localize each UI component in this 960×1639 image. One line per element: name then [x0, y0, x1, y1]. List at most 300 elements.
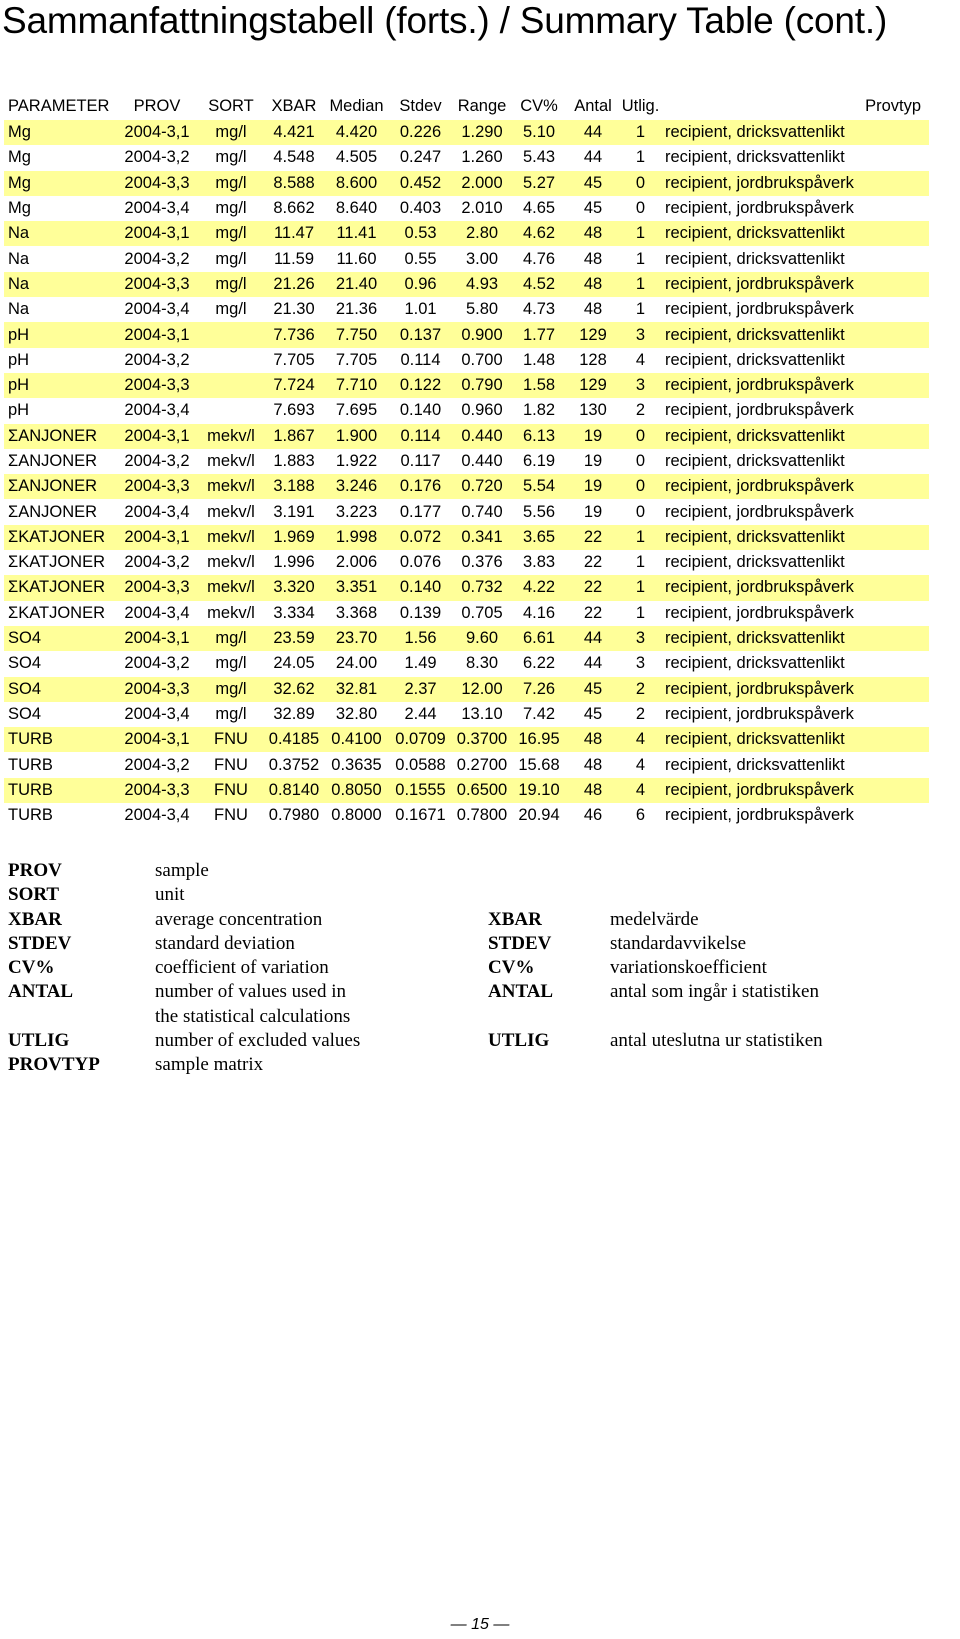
cell-sort: mekv/l — [207, 502, 255, 521]
cell-parameter: Na — [8, 249, 30, 268]
cell-provtyp: recipient, dricksvattenlikt — [661, 221, 929, 246]
cell-range: 0.440 — [461, 452, 503, 470]
table-row — [4, 246, 929, 271]
cell-sort — [198, 322, 264, 347]
table-row — [4, 424, 929, 449]
cell-provtyp: recipient, dricksvattenlikt — [665, 654, 845, 673]
cell-stdev: 0.53 — [389, 221, 452, 246]
cell-cv: 5.56 — [522, 502, 556, 521]
cell-prov: 2004-3,3 — [116, 575, 198, 600]
cell-prov: 2004-3,4 — [124, 806, 190, 825]
cell-stdev: 0.55 — [404, 249, 437, 268]
cell-parameter: TURB — [4, 727, 116, 752]
cell-antal: 45 — [566, 677, 620, 702]
cell-xbar: 24.05 — [273, 654, 315, 673]
cell-provtyp: recipient, dricksvattenlikt — [665, 148, 845, 167]
cell-parameter: Mg — [8, 148, 31, 167]
cell-stdev: 0.137 — [389, 322, 452, 347]
cell-xbar: 0.7980 — [268, 806, 320, 825]
table-row — [4, 297, 929, 322]
cell-sort: mg/l — [215, 654, 247, 673]
cell-xbar: 1.883 — [273, 452, 315, 470]
cell-median: 3.368 — [335, 603, 378, 622]
cell-parameter: TURB — [8, 755, 53, 774]
cell-utlig: 1 — [620, 272, 661, 297]
cell-cv: 4.52 — [512, 272, 566, 297]
cell-median: 7.705 — [335, 350, 378, 369]
table-row — [4, 727, 929, 752]
cell-antal: 45 — [566, 171, 620, 196]
cell-utlig: 2 — [620, 677, 661, 702]
legend-definition-en: the statistical calculations — [155, 1005, 351, 1027]
legend-definition-en: number of values used in — [155, 981, 347, 1003]
cell-stdev: 0.076 — [399, 553, 442, 572]
header-prov: PROV — [133, 97, 181, 115]
cell-utlig: 0 — [635, 502, 646, 521]
table-row — [4, 474, 929, 499]
cell-xbar: 11.59 — [273, 249, 315, 268]
cell-cv: 7.42 — [522, 704, 556, 723]
cell-antal: 46 — [583, 806, 603, 825]
cell-range: 0.7800 — [456, 806, 508, 825]
cell-xbar: 23.59 — [264, 626, 324, 651]
cell-antal: 22 — [566, 525, 620, 550]
cell-cv: 7.26 — [512, 677, 566, 702]
cell-xbar: 7.736 — [264, 322, 324, 347]
cell-provtyp: recipient, dricksvattenlikt — [661, 322, 929, 347]
cell-prov: 2004-3,3 — [116, 272, 198, 297]
cell-parameter: Na — [4, 221, 116, 246]
cell-sort: mekv/l — [198, 474, 264, 499]
cell-utlig: 0 — [635, 452, 646, 470]
table-row — [4, 398, 929, 423]
cell-prov: 2004-3,3 — [116, 474, 198, 499]
cell-median: 11.41 — [324, 221, 389, 246]
cell-parameter: ΣKATJONER — [4, 575, 116, 600]
cell-sort: mg/l — [198, 272, 264, 297]
cell-utlig: 1 — [635, 553, 646, 572]
table-row — [4, 499, 929, 524]
cell-utlig: 3 — [620, 322, 661, 347]
legend-definition-sv: variationskoefficient — [610, 957, 767, 979]
cell-utlig: 1 — [620, 221, 661, 246]
cell-provtyp: recipient, dricksvattenlikt — [661, 424, 929, 449]
legend-term-sv: ANTAL — [488, 981, 554, 1003]
cell-antal: 45 — [583, 199, 603, 218]
cell-antal: 44 — [566, 120, 620, 145]
cell-xbar: 32.62 — [264, 677, 324, 702]
cell-utlig: 1 — [620, 575, 661, 600]
cell-prov: 2004-3,1 — [116, 525, 198, 550]
cell-provtyp: recipient, jordbrukspåverk — [665, 502, 854, 521]
header-provtyp: Provtyp — [865, 97, 921, 115]
cell-utlig: 1 — [620, 525, 661, 550]
table-row — [4, 449, 929, 474]
cell-stdev: 0.117 — [400, 452, 441, 470]
cell-antal: 22 — [583, 603, 603, 622]
cell-prov: 2004-3,1 — [116, 424, 198, 449]
legend-definition-en: sample matrix — [155, 1054, 264, 1076]
cell-range: 0.2700 — [456, 755, 508, 774]
cell-range: 4.93 — [452, 272, 512, 297]
cell-range: 0.900 — [452, 322, 512, 347]
cell-xbar: 7.724 — [264, 373, 324, 398]
cell-range: 0.720 — [452, 474, 512, 499]
cell-antal: 48 — [583, 249, 603, 268]
legend-definition-sv: antal som ingår i statistiken — [610, 981, 819, 1003]
table-row — [4, 651, 929, 676]
cell-cv: 1.48 — [522, 350, 556, 369]
cell-antal: 19 — [566, 424, 620, 449]
table-row — [4, 575, 929, 600]
cell-parameter: Mg — [4, 171, 116, 196]
cell-provtyp: recipient, jordbrukspåverk — [661, 778, 929, 803]
cell-cv: 5.43 — [522, 148, 556, 167]
cell-stdev: 0.140 — [399, 401, 442, 420]
cell-antal: 45 — [583, 704, 603, 723]
cell-parameter: Na — [8, 300, 30, 319]
cell-utlig: 0 — [620, 474, 661, 499]
cell-provtyp: recipient, dricksvattenlikt — [661, 727, 929, 752]
cell-xbar: 1.969 — [264, 525, 324, 550]
cell-provtyp: recipient, dricksvattenlikt — [665, 249, 845, 268]
cell-xbar: 0.4185 — [264, 727, 324, 752]
cell-range: 0.6500 — [452, 778, 512, 803]
legend-term-en: UTLIG — [8, 1030, 70, 1052]
cell-parameter: pH — [4, 322, 116, 347]
header-range: Range — [457, 97, 507, 115]
cell-cv: 16.95 — [512, 727, 566, 752]
cell-parameter: ΣANJONER — [8, 452, 98, 470]
cell-stdev: 1.49 — [404, 654, 437, 673]
cell-stdev: 0.1555 — [389, 778, 452, 803]
header-sort: SORT — [208, 97, 254, 115]
cell-parameter: ΣKATJONER — [4, 525, 116, 550]
cell-median: 7.710 — [324, 373, 389, 398]
cell-sort — [198, 398, 264, 423]
cell-stdev: 0.139 — [399, 603, 442, 622]
cell-sort: mekv/l — [207, 553, 255, 572]
cell-utlig: 4 — [620, 778, 661, 803]
cell-cv: 1.82 — [522, 401, 556, 420]
cell-provtyp: recipient, dricksvattenlikt — [661, 525, 929, 550]
table-row — [4, 752, 929, 777]
cell-antal: 129 — [566, 322, 620, 347]
cell-stdev: 0.176 — [389, 474, 452, 499]
cell-stdev: 0.0709 — [389, 727, 452, 752]
table-row — [4, 702, 929, 727]
cell-range: 5.80 — [465, 300, 499, 319]
legend-term-sv: CV% — [488, 957, 535, 979]
cell-antal: 129 — [566, 373, 620, 398]
cell-xbar: 0.3752 — [268, 755, 320, 774]
cell-median: 23.70 — [324, 626, 389, 651]
legend-term-en: XBAR — [8, 908, 62, 930]
cell-prov: 2004-3,1 — [116, 626, 198, 651]
cell-utlig: 1 — [635, 249, 646, 268]
cell-parameter: Mg — [4, 120, 116, 145]
cell-median: 32.81 — [324, 677, 389, 702]
legend-term-en: PROV — [8, 860, 62, 881]
cell-median: 3.246 — [324, 474, 389, 499]
cell-antal: 48 — [566, 778, 620, 803]
cell-range: 0.732 — [452, 575, 512, 600]
cell-parameter: ΣANJONER — [4, 424, 116, 449]
cell-range: 0.376 — [461, 553, 503, 572]
cell-median: 3.223 — [335, 502, 378, 521]
cell-stdev: 0.452 — [389, 171, 452, 196]
cell-range: 0.960 — [461, 401, 503, 420]
legend-definition-sv: standardavvikelse — [610, 932, 747, 954]
cell-antal: 19 — [583, 502, 603, 521]
cell-stdev: 0.114 — [400, 350, 441, 369]
cell-range: 0.705 — [461, 603, 503, 622]
cell-provtyp: recipient, jordbrukspåverk — [665, 199, 854, 218]
cell-sort: FNU — [198, 727, 264, 752]
cell-stdev: 0.114 — [389, 424, 452, 449]
cell-parameter: ΣKATJONER — [8, 553, 105, 572]
cell-range: 0.440 — [452, 424, 512, 449]
legend-term-sv: XBAR — [488, 908, 542, 930]
cell-stdev: 2.44 — [404, 704, 437, 723]
cell-prov: 2004-3,2 — [124, 452, 190, 470]
cell-stdev: 0.226 — [389, 120, 452, 145]
header-antal: Antal — [574, 97, 612, 115]
header-stdev: Stdev — [399, 97, 442, 115]
cell-stdev: 0.122 — [389, 373, 452, 398]
cell-antal: 48 — [566, 272, 620, 297]
cell-prov: 2004-3,3 — [116, 373, 198, 398]
cell-cv: 19.10 — [512, 778, 566, 803]
cell-prov: 2004-3,1 — [116, 120, 198, 145]
cell-provtyp: recipient, jordbrukspåverk — [661, 474, 929, 499]
cell-antal: 22 — [583, 553, 603, 572]
table-row — [4, 803, 929, 828]
cell-prov: 2004-3,3 — [116, 677, 198, 702]
cell-prov: 2004-3,2 — [124, 350, 190, 369]
cell-median: 1.900 — [324, 424, 389, 449]
cell-parameter: SO4 — [4, 626, 116, 651]
cell-stdev: 0.140 — [389, 575, 452, 600]
cell-utlig: 3 — [635, 654, 646, 673]
table-row — [4, 550, 929, 575]
cell-prov: 2004-3,4 — [124, 603, 190, 622]
cell-stdev: 1.56 — [389, 626, 452, 651]
table-row — [4, 120, 929, 145]
cell-prov: 2004-3,2 — [124, 249, 190, 268]
cell-parameter: SO4 — [8, 654, 42, 673]
cell-median: 7.695 — [335, 401, 378, 420]
cell-median: 32.80 — [335, 704, 378, 723]
header-utlig: Utlig. — [621, 97, 660, 115]
cell-median: 0.8000 — [331, 806, 382, 825]
cell-cv: 3.65 — [512, 525, 566, 550]
cell-range: 1.290 — [452, 120, 512, 145]
cell-cv: 6.19 — [522, 452, 556, 470]
legend-definition-sv: medelvärde — [610, 908, 699, 930]
cell-stdev: 0.96 — [389, 272, 452, 297]
cell-parameter: Mg — [8, 199, 31, 218]
cell-sort: mg/l — [198, 626, 264, 651]
cell-prov: 2004-3,2 — [124, 553, 190, 572]
cell-prov: 2004-3,3 — [116, 778, 198, 803]
table-row — [4, 221, 929, 246]
cell-median: 0.4100 — [324, 727, 389, 752]
cell-xbar: 1.996 — [273, 553, 315, 572]
cell-sort: mg/l — [198, 120, 264, 145]
legend-definition-en: unit — [155, 884, 185, 906]
cell-utlig: 2 — [635, 401, 646, 420]
cell-median: 1.998 — [324, 525, 389, 550]
cell-xbar: 1.867 — [264, 424, 324, 449]
cell-range: 0.790 — [452, 373, 512, 398]
cell-prov: 2004-3,4 — [124, 401, 190, 420]
cell-median: 1.922 — [335, 452, 378, 470]
cell-sort: mekv/l — [198, 575, 264, 600]
cell-parameter: pH — [8, 350, 30, 369]
cell-xbar: 0.8140 — [264, 778, 324, 803]
cell-median: 0.3635 — [331, 755, 382, 774]
cell-provtyp: recipient, jordbrukspåverk — [665, 603, 854, 622]
cell-median: 4.420 — [324, 120, 389, 145]
cell-sort: mg/l — [198, 221, 264, 246]
legend-term-en: STDEV — [8, 932, 72, 954]
cell-range: 0.3700 — [452, 727, 512, 752]
table-row — [4, 626, 929, 651]
header-parameter: PARAMETER — [8, 97, 110, 115]
cell-provtyp: recipient, dricksvattenlikt — [665, 350, 845, 369]
legend-definition-en: coefficient of variation — [155, 957, 329, 979]
cell-sort: mg/l — [215, 148, 247, 167]
cell-xbar: 7.705 — [273, 350, 315, 369]
cell-sort: mekv/l — [207, 452, 255, 470]
cell-sort: mg/l — [215, 300, 247, 319]
cell-utlig: 0 — [620, 424, 661, 449]
legend-definition-en: standard deviation — [155, 932, 295, 954]
cell-provtyp: recipient, jordbrukspåverk — [661, 171, 929, 196]
cell-median: 0.8050 — [324, 778, 389, 803]
legend-term-en: PROVTYP — [8, 1054, 100, 1076]
cell-prov: 2004-3,2 — [124, 755, 190, 774]
cell-range: 2.000 — [452, 171, 512, 196]
cell-parameter: ΣANJONER — [8, 502, 98, 521]
table-body — [4, 120, 929, 828]
cell-range: 8.30 — [465, 654, 499, 673]
cell-xbar: 32.89 — [273, 704, 315, 723]
cell-cv: 4.16 — [522, 603, 556, 622]
cell-antal: 19 — [583, 452, 603, 470]
legend-term-en: ANTAL — [8, 981, 74, 1003]
cell-utlig: 3 — [620, 626, 661, 651]
cell-antal: 44 — [583, 654, 603, 673]
cell-parameter: SO4 — [4, 677, 116, 702]
page-number: — 15 — — [450, 1616, 510, 1633]
cell-utlig: 1 — [635, 300, 646, 319]
cell-antal: 48 — [566, 727, 620, 752]
cell-median: 21.40 — [324, 272, 389, 297]
cell-sort — [198, 348, 264, 373]
cell-median: 11.60 — [336, 249, 377, 268]
cell-xbar: 8.662 — [273, 199, 315, 218]
cell-utlig: 3 — [620, 373, 661, 398]
cell-stdev: 0.072 — [389, 525, 452, 550]
cell-utlig: 2 — [635, 704, 646, 723]
cell-antal: 44 — [583, 148, 603, 167]
cell-stdev: 0.403 — [399, 199, 442, 218]
cell-median: 8.640 — [335, 199, 378, 218]
cell-antal: 130 — [579, 401, 607, 420]
cell-prov: 2004-3,4 — [124, 502, 190, 521]
cell-cv: 20.94 — [518, 806, 560, 825]
cell-utlig: 4 — [635, 350, 646, 369]
cell-parameter: TURB — [4, 778, 116, 803]
cell-xbar: 4.548 — [273, 148, 315, 167]
cell-parameter: ΣANJONER — [4, 474, 116, 499]
cell-stdev: 0.177 — [399, 502, 442, 521]
cell-xbar: 8.588 — [264, 171, 324, 196]
table-header-row — [4, 93, 929, 120]
page-title: Sammanfattningstabell (forts.) / Summary Table (cont.) — [2, 0, 888, 41]
cell-xbar: 3.191 — [273, 502, 315, 521]
cell-cv: 1.77 — [512, 322, 566, 347]
cell-xbar: 3.320 — [264, 575, 324, 600]
cell-cv: 4.76 — [522, 249, 556, 268]
cell-median: 24.00 — [335, 654, 378, 673]
cell-prov: 2004-3,3 — [116, 171, 198, 196]
table-row — [4, 601, 929, 626]
legend-term-en: CV% — [8, 957, 55, 979]
cell-stdev: 0.1671 — [395, 806, 446, 825]
cell-cv: 6.61 — [512, 626, 566, 651]
cell-cv: 5.27 — [512, 171, 566, 196]
table-row — [4, 373, 929, 398]
cell-parameter: pH — [4, 373, 116, 398]
cell-utlig: 1 — [635, 148, 646, 167]
cell-sort: mekv/l — [198, 424, 264, 449]
legend-definition-en: average concentration — [155, 908, 323, 930]
cell-sort: mg/l — [198, 677, 264, 702]
cell-prov: 2004-3,4 — [124, 704, 190, 723]
cell-provtyp: recipient, dricksvattenlikt — [665, 452, 845, 470]
legend-term-sv: UTLIG — [488, 1030, 550, 1052]
table-row — [4, 778, 929, 803]
cell-antal: 48 — [583, 755, 603, 774]
cell-range: 3.00 — [465, 249, 499, 268]
cell-cv: 6.22 — [522, 654, 556, 673]
table-row — [4, 348, 929, 373]
cell-cv: 4.22 — [512, 575, 566, 600]
table-row — [4, 145, 929, 170]
table-row — [4, 171, 929, 196]
cell-antal: 22 — [566, 575, 620, 600]
header-median: Median — [329, 97, 384, 115]
cell-cv: 4.73 — [522, 300, 556, 319]
cell-xbar: 4.421 — [264, 120, 324, 145]
cell-provtyp: recipient, jordbrukspåverk — [665, 704, 854, 723]
cell-cv: 3.83 — [522, 553, 556, 572]
cell-cv: 15.68 — [518, 755, 560, 774]
cell-provtyp: recipient, jordbrukspåverk — [665, 401, 854, 420]
cell-provtyp: recipient, dricksvattenlikt — [665, 755, 845, 774]
cell-antal: 19 — [566, 474, 620, 499]
cell-range: 0.700 — [461, 350, 503, 369]
cell-provtyp: recipient, jordbrukspåverk — [661, 373, 929, 398]
cell-sort: FNU — [198, 778, 264, 803]
cell-range: 1.260 — [461, 148, 503, 167]
cell-provtyp: recipient, dricksvattenlikt — [665, 553, 845, 572]
cell-prov: 2004-3,1 — [116, 221, 198, 246]
cell-sort: FNU — [214, 755, 248, 774]
